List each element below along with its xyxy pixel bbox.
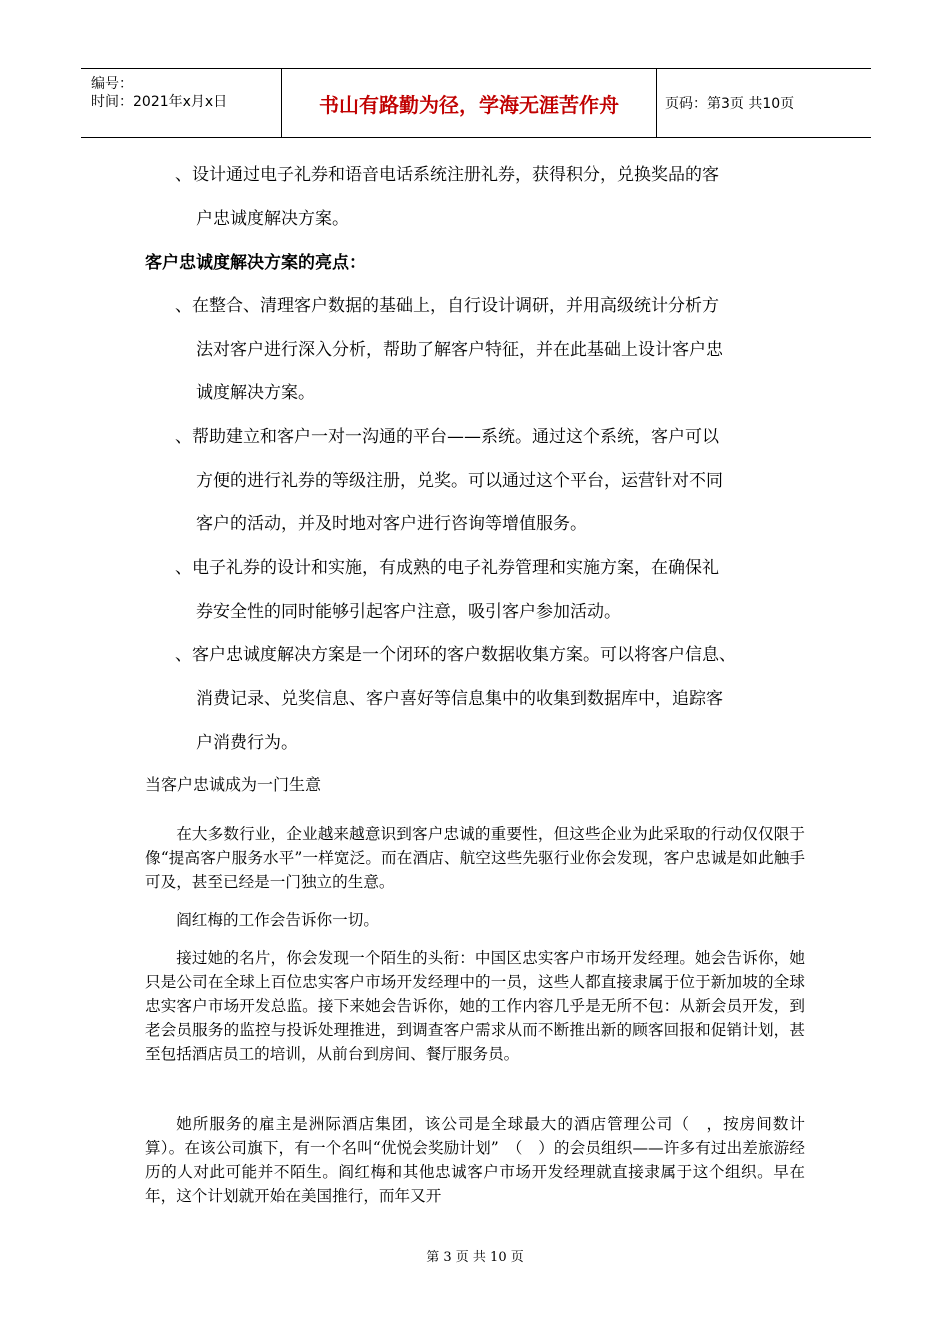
bullet-line: 券安全性的同时能够引起客户注意，吸引客户参加活动。 [196, 602, 621, 622]
article-paragraph [145, 908, 805, 932]
bullet-line: 户忠诚度解决方案。 [196, 209, 349, 229]
time-label: 时间：2021年x月x日 [91, 94, 228, 110]
bullet-line: 客户的活动，并及时地对客户进行咨询等增值服务。 [196, 514, 587, 534]
bullet-line: 、电子礼券的设计和实施，有成熟的电子礼券管理和实施方案，在确保礼 [175, 558, 719, 578]
bullet-line: 户消费行为。 [196, 733, 298, 753]
bullet-line: 诚度解决方案。 [196, 383, 315, 403]
bullet-line: 、在整合、清理客户数据的基础上，自行设计调研，并用高级统计分析方 [175, 296, 719, 316]
page-header [81, 68, 871, 138]
header-page-info: 页码：第3页 共10页 [665, 96, 795, 112]
bullet-line: 、设计通过电子礼券和语音电话系统注册礼券，获得积分，兑换奖品的客 [175, 165, 719, 185]
bullet-line: 、客户忠诚度解决方案是一个闭环的客户数据收集方案。可以将客户信息、 [175, 645, 736, 665]
bullet-line: 、帮助建立和客户一对一沟通的平台——系统。通过这个系统，客户可以 [175, 427, 719, 447]
header-meta [81, 69, 282, 137]
article-paragraph [145, 1112, 805, 1208]
paragraph-text: 阎红梅的工作会告诉你一切。 [176, 911, 379, 929]
paragraph-text: 在大多数行业，企业越来越意识到客户忠诚的重要性，但这些企业为此采取的行动仅仅限于像“提高客户服务水平”一样宽泛。而在酒店、航空这些先驱行业你会发现，客户忠诚是如此触手可及，甚至已经是一门独立的生意。 [145, 825, 805, 891]
bullet-line: 消费记录、兑奖信息、客户喜好等信息集中的收集到数据库中，追踪客 [196, 689, 723, 709]
paragraph-text: 接过她的名片，你会发现一个陌生的头衔：中国区忠实客户市场开发经理。她会告诉你，她只是公司在全球上百位忠实客户市场开发经理中的一员，这些人都直接隶属于位于新加坡的全球忠实客户市场开发总监。接下来她会告诉你，她的工作内容几乎是无所不包：从新会员开发，到老会员服务的监控与投诉处理推进，到调查客户需求从而不断推出新的顾客回报和促销计划，甚至包括酒店员工的培训，从前台到房间、餐厅服务员。 [145, 949, 805, 1063]
section-heading: 客户忠诚度解决方案的亮点： [145, 253, 366, 273]
bullet-line: 方便的进行礼券的等级注册，兑奖。可以通过这个平台，运营针对不同 [196, 471, 723, 491]
paragraph-text: 她所服务的雇主是洲际酒店集团，该公司是全球最大的酒店管理公司（ ，按房间数计算）。在该公司旗下，有一个名叫“优悦会奖励计划” （ ）的会员组织——许多有过出差旅游经历的人对此可能并不陌生。阎红梅和其他忠诚客户市场开发经理就直接隶属于这个组织。早在年，这个计划就开始在美国推行，而年又开 [145, 1115, 805, 1205]
header-motto: 书山有路勤为径，学海无涯苦作舟 [282, 69, 657, 137]
article-paragraph [145, 822, 805, 894]
article-paragraph [145, 946, 805, 1066]
page-footer: 第 3 页 共 10 页 [426, 1250, 524, 1265]
number-label: 编号： [91, 76, 133, 92]
bullet-line: 法对客户进行深入分析，帮助了解客户特征，并在此基础上设计客户忠 [196, 340, 723, 360]
article-title: 当客户忠诚成为一门生意 [145, 775, 322, 794]
